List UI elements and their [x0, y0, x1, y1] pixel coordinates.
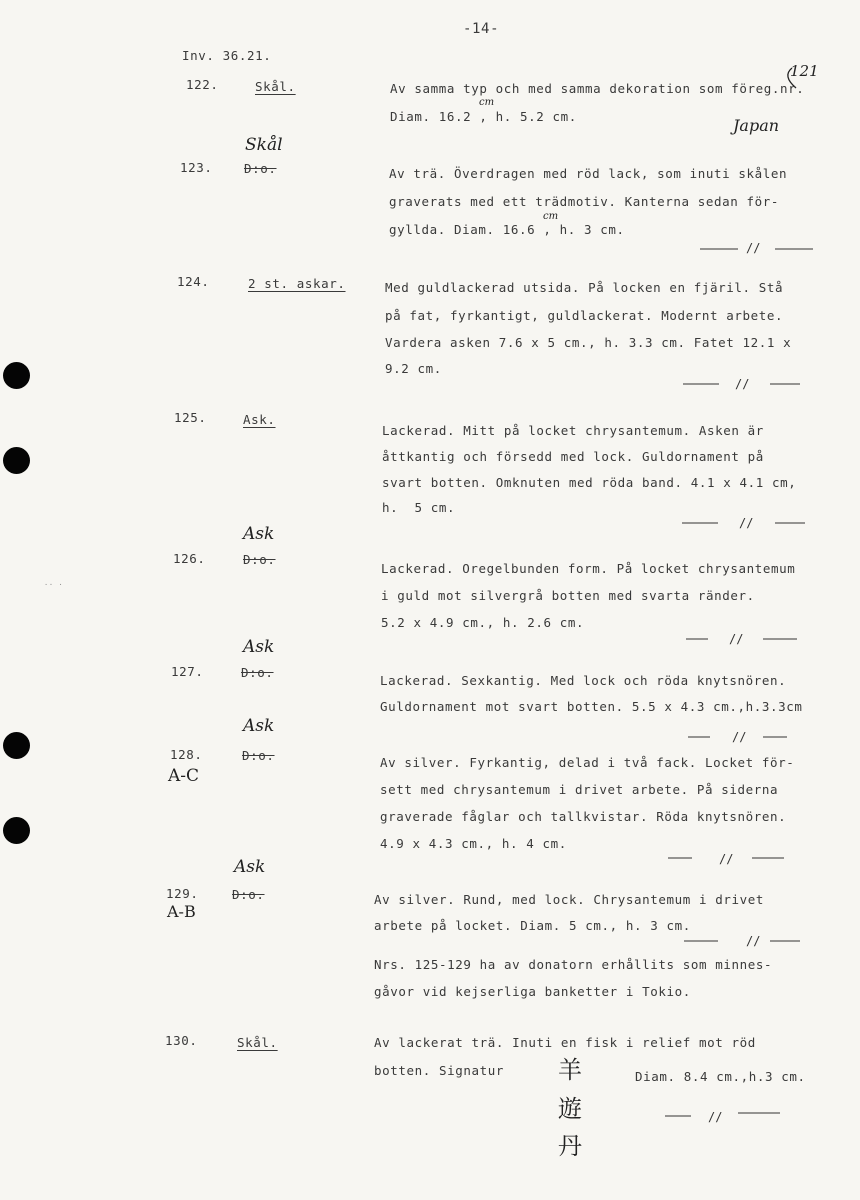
separator-line	[683, 383, 723, 385]
separator-line	[752, 857, 792, 859]
entry-line: 4.9 x 4.3 cm., h. 4 cm.	[380, 836, 567, 851]
handwritten-cm: cm	[543, 211, 559, 222]
punch-hole-4	[3, 817, 30, 844]
entry-number: 126.	[173, 551, 206, 566]
entry-line: i guld mot silvergrå botten med svarta ränder.	[381, 588, 755, 603]
separator-mark: //	[746, 934, 761, 948]
signature-char: 遊	[558, 1095, 582, 1123]
entry-line: botten. Signatur	[374, 1063, 505, 1078]
signature-char: 丹	[558, 1132, 582, 1160]
inventory-number: Inv. 36.21.	[182, 48, 272, 63]
page-number: -14-	[463, 21, 500, 37]
handwritten-ref-121: 121	[790, 62, 819, 80]
separator-line	[775, 522, 815, 524]
entry-line: 9.2 cm.	[385, 361, 442, 376]
entry-line: svart botten. Omknuten med röda band. 4.1 x 4.1 cm,	[382, 475, 797, 490]
handwritten-object: Ask	[234, 857, 266, 877]
note-line: Nrs. 125-129 ha av donatorn erhållits som minnes-	[374, 957, 773, 972]
separator-line	[770, 383, 810, 385]
entry-number: 124.	[177, 274, 210, 289]
entry-dimension: Diam. 8.4 cm.,h.3 cm.	[635, 1069, 806, 1084]
separator-line	[682, 522, 722, 524]
punch-hole-1	[3, 362, 30, 389]
entry-line: Med guldlackerad utsida. På locken en fjäril. Stå	[385, 280, 784, 295]
entry-line: Av lackerat trä. Inuti en fisk i relief mot röd	[374, 1035, 756, 1050]
entry-line: 5.2 x 4.9 cm., h. 2.6 cm.	[381, 615, 585, 630]
entry-number: 128.	[170, 747, 203, 762]
entry-line: Av trä. Överdragen med röd lack, som inuti skålen	[389, 166, 788, 181]
punch-hole-2	[3, 447, 30, 474]
entry-line: graverats med ett trädmotiv. Kanterna sedan för-	[389, 194, 780, 209]
entry-line: på fat, fyrkantigt, guldlackerat. Modernt arbete.	[385, 308, 784, 323]
entry-number: 130.	[165, 1033, 198, 1048]
entry-number: 127.	[171, 664, 204, 679]
struck-object: D:o.	[232, 887, 265, 902]
handwritten-object: Ask	[243, 716, 275, 736]
struck-object: D:o.	[241, 665, 274, 680]
struck-object: D:o.	[244, 161, 277, 176]
entry-line: Lackerad. Sexkantig. Med lock och röda knytsnören.	[380, 673, 787, 688]
separator-mark: //	[732, 730, 747, 744]
entry-object: Skål.	[237, 1035, 278, 1050]
separator-mark: //	[729, 632, 744, 646]
entry-number: 125.	[174, 410, 207, 425]
handwritten-subnumber: A-B	[167, 902, 196, 921]
entry-line: arbete på locket. Diam. 5 cm., h. 3 cm.	[374, 918, 691, 933]
struck-object: D:o.	[242, 748, 275, 763]
handwritten-subnumber: A-C	[168, 766, 200, 786]
entry-number: 129.	[166, 886, 199, 901]
struck-object: D:o.	[243, 552, 276, 567]
separator-line	[775, 248, 815, 250]
separator-line	[688, 736, 728, 738]
note-line: gåvor vid kejserliga banketter i Tokio.	[374, 984, 691, 999]
entry-line: gyllda. Diam. 16.6 , h. 3 cm.	[389, 222, 625, 237]
entry-line: Av silver. Fyrkantig, delad i två fack. Locket för-	[380, 755, 795, 770]
entry-object: Ask.	[243, 412, 276, 427]
separator-mark: //	[708, 1110, 723, 1124]
signature-char: 羊	[558, 1056, 582, 1084]
separator-mark: //	[735, 377, 750, 391]
entry-number: 123.	[180, 160, 213, 175]
handwritten-object: Ask	[243, 524, 275, 544]
separator-line	[763, 638, 803, 640]
handwritten-cm: cm	[479, 97, 495, 108]
separator-mark: //	[739, 516, 754, 530]
entry-object: Skål.	[255, 79, 296, 94]
separator-line	[738, 1112, 783, 1114]
separator-line	[763, 736, 803, 738]
entry-line: Av samma typ och med samma dekoration som föreg.nr.	[390, 81, 805, 96]
entry-line: graverade fåglar och tallkvistar. Röda knytsnören.	[380, 809, 787, 824]
separator-line	[700, 248, 740, 250]
margin-smudge: ·· ·	[44, 581, 64, 589]
entry-line: sett med chrysantemum i drivet arbete. På siderna	[380, 782, 779, 797]
handwritten-japan: Japan	[733, 116, 780, 135]
entry-line: Lackerad. Mitt på locket chrysantemum. Asken är	[382, 423, 764, 438]
separator-line	[668, 857, 708, 859]
entry-line: Diam. 16.2 , h. 5.2 cm.	[390, 109, 577, 124]
entry-line: h. 5 cm.	[382, 500, 456, 515]
handwritten-object: Skål	[245, 135, 283, 155]
punch-hole-3	[3, 732, 30, 759]
separator-line	[686, 638, 726, 640]
separator-line	[665, 1115, 705, 1117]
separator-mark: //	[746, 241, 761, 255]
separator-mark: //	[719, 852, 734, 866]
separator-line	[770, 940, 810, 942]
entry-line: Vardera asken 7.6 x 5 cm., h. 3.3 cm. Fatet 12.1 x	[385, 335, 792, 350]
entry-line: Guldornament mot svart botten. 5.5 x 4.3 cm.,h.3.3cm	[380, 699, 803, 714]
separator-line	[684, 940, 724, 942]
handwritten-object: Ask	[243, 637, 275, 657]
entry-line: Lackerad. Oregelbunden form. På locket chrysantemum	[381, 561, 796, 576]
entry-line: Av silver. Rund, med lock. Chrysantemum i drivet	[374, 892, 765, 907]
entry-line: åttkantig och försedd med lock. Guldornament på	[382, 449, 764, 464]
entry-object: 2 st. askar.	[248, 276, 346, 291]
entry-number: 122.	[186, 77, 219, 92]
